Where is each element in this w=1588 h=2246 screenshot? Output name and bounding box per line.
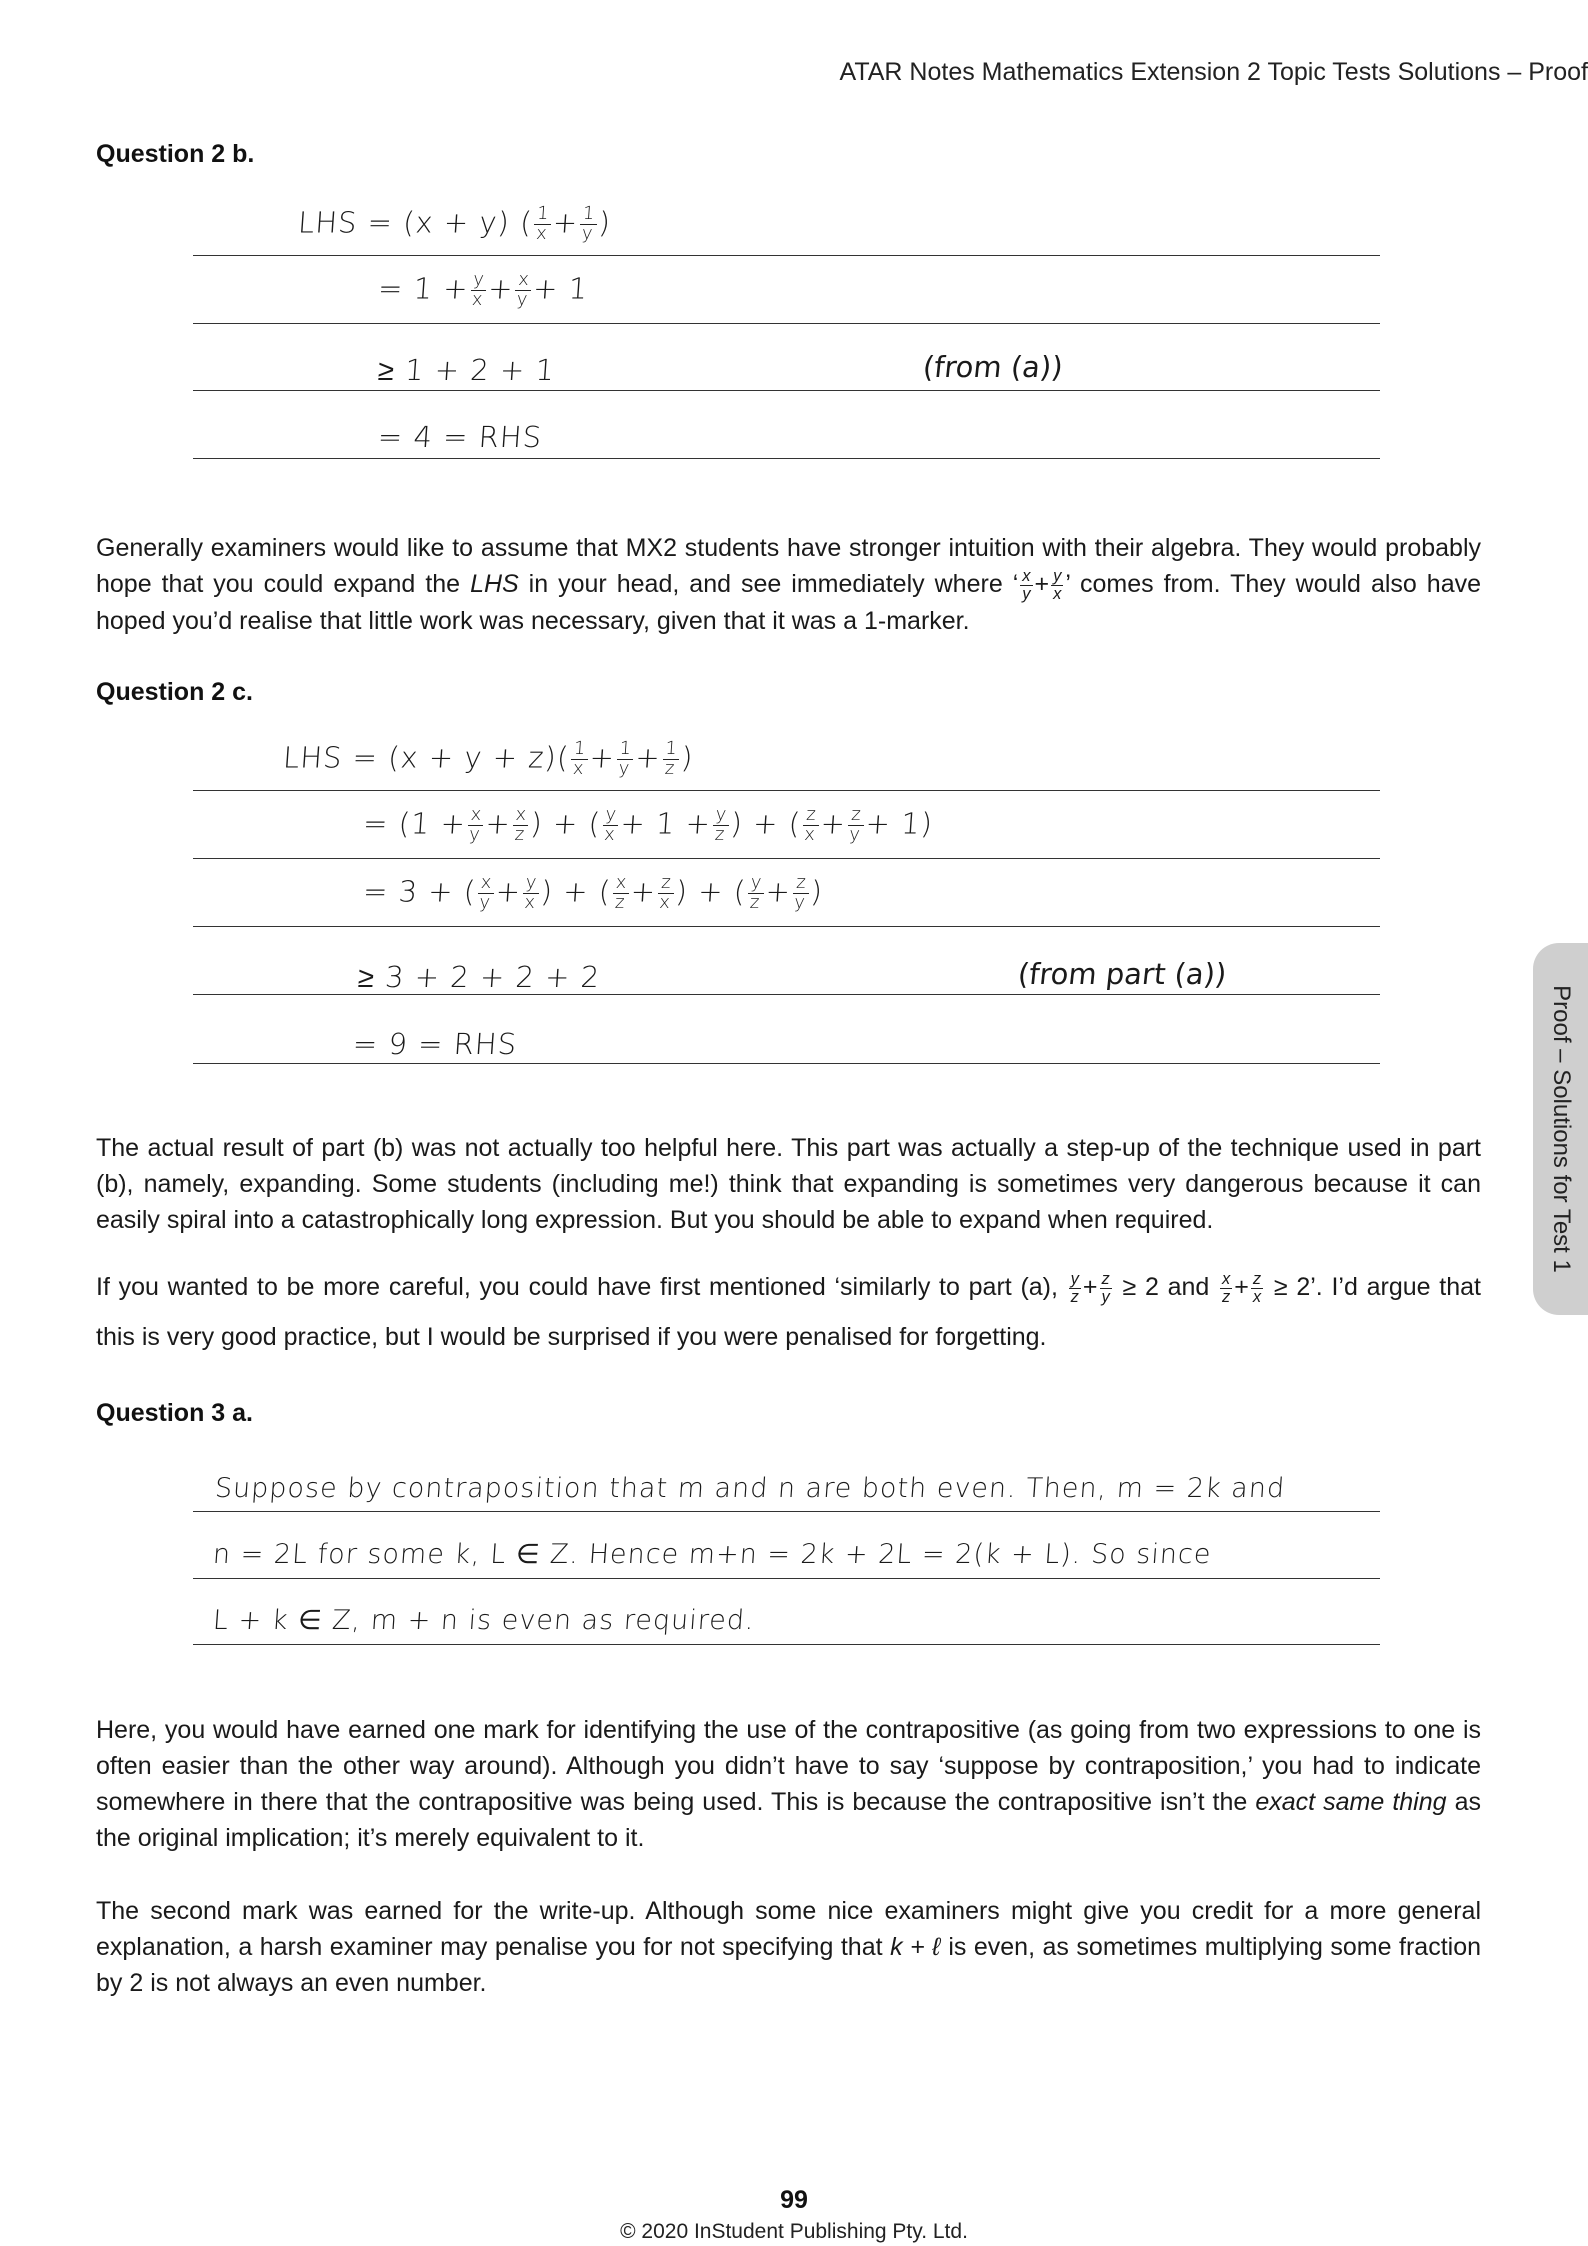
q2c-line-4: ≥ 3 + 2 + 2 + 2 — [356, 960, 602, 994]
question-2c-heading: Question 2 c. — [96, 678, 253, 706]
q3a-handwritten-working — [193, 1465, 1380, 1645]
ruled-line — [193, 458, 1380, 459]
q3a-explanation-2: The second mark was earned for the write-up. Although some nice examiners might give you credit for a more general explanation, a harsh examiner may penalise you for not specifying that k + ℓ is even, as sometimes multiplying some fraction by 2 is not always an even number. — [96, 1897, 1482, 1997]
ruled-line — [193, 926, 1380, 927]
copyright-notice: © 2020 InStudent Publishing Pty. Ltd. — [620, 2220, 968, 2243]
q2b-line-1: LHS = (x + y) ( $\frac{1}{x}$ + $\frac{1}{y}$ ) — [296, 203, 613, 244]
q3a-line-3: L + k ∈ Z, m + n is even as required. — [211, 1605, 756, 1636]
ruled-line — [193, 323, 1380, 324]
q3a-line-1: Suppose by contraposition that m and n are both even. Then, m = 2k and — [213, 1473, 1287, 1504]
section-side-tab — [1533, 943, 1588, 1315]
q2b-line-3: ≥ 1 + 2 + 1 — [376, 353, 557, 387]
q2c-handwritten-working — [193, 740, 1380, 1070]
q3a-explanation-1: Here, you would have earned one mark for identifying the use of the contrapositive (as going from two expressions to one is often easier than the other way around). Although you didn’t have to say ‘suppose by contraposition,’ you had to indicate somewhere in there that the contrapositive was being used. This is because the contrapositive isn’t the exact same thing as the original implication; it’s merely equivalent to it. — [96, 1716, 1481, 1852]
q2b-line-4: = 4 = RHS — [376, 420, 544, 454]
q2b-line-3-note: (from (a)) — [921, 350, 1065, 384]
q3a-line-2: n = 2L for some k, L ∈ Z. Hence m+n = 2k + 2L = 2(k + L). So since — [211, 1539, 1213, 1570]
ruled-line — [193, 390, 1380, 391]
question-2b-heading: Question 2 b. — [96, 140, 255, 168]
ruled-line — [193, 1063, 1380, 1064]
q2b-explanation: Generally examiners would like to assume that MX2 students have stronger intuition with their algebra. They would probably hope that you could expand the LHS in your head, and see immediately where ‘ $\frac{x}{y}$ + $\frac{y}{x}$ ’ comes from. They would also have hoped you’d realise that little work was necessary, given that it was a 1-marker. — [96, 534, 1481, 636]
q2c-line-5: = 9 = RHS — [351, 1027, 519, 1061]
q2c-explanation-1: The actual result of part (b) was not actually too helpful here. This part was actually a step-up of the technique used in part (b), namely, expanding. Some students (including me!) think that expanding is sometimes very dangerous because it can easily spiral into a catastrophically long expression. But you should be able to expand when required. — [96, 1134, 1481, 1234]
running-header: ATAR Notes Mathematics Extension 2 Topic Tests Solutions – Proof — [839, 58, 1588, 86]
q2b-handwritten-working — [193, 205, 1380, 465]
ruled-line — [193, 1578, 1380, 1579]
q2c-line-4-note: (from part (a)) — [1016, 957, 1229, 991]
ruled-line — [193, 255, 1380, 256]
q2c-explanation-2: If you wanted to be more careful, you could have first mentioned ‘similarly to part (a), $\frac{y}{z}$ + $\frac{z}{y}$ ≥ 2 and $\frac{x}{z}$ + $\frac{z}{x}$ ≥ 2’. I’d argue that this is very good practice, but I would be surprised if you were penalised for forgetting. — [96, 1269, 1481, 1351]
side-tab-label: Proof – Solutions for Test 1 — [1547, 985, 1575, 1273]
ruled-line — [193, 1511, 1380, 1512]
ruled-line — [193, 858, 1380, 859]
q2b-line-2: = 1 + $\frac{y}{x}$ + $\frac{x}{y}$ + 1 — [376, 269, 590, 310]
ruled-line — [193, 1644, 1380, 1645]
q2c-line-3: = 3 + ( $\frac{x}{y}$ + $\frac{y}{x}$ ) + ( $\frac{x}{z}$ + $\frac{z}{x}$ ) + ( $\frac{y}{z}$ + $\frac{z}{y}$ ) — [361, 872, 825, 913]
q2c-line-1: LHS = (x + y + z)( $\frac{1}{x}$ + $\frac{1}{y}$ + $\frac{1}{z}$ ) — [281, 738, 695, 779]
q2c-line-2: = (1 + $\frac{x}{y}$ + $\frac{x}{z}$ ) + ( $\frac{y}{x}$ + 1 + $\frac{y}{z}$ ) + ( $\frac{z}{x}$ + $\frac{z}{y}$ + 1) — [361, 804, 935, 845]
question-3a-heading: Question 3 a. — [96, 1399, 253, 1427]
page-number: 99 — [780, 2186, 808, 2214]
ruled-line — [193, 790, 1380, 791]
